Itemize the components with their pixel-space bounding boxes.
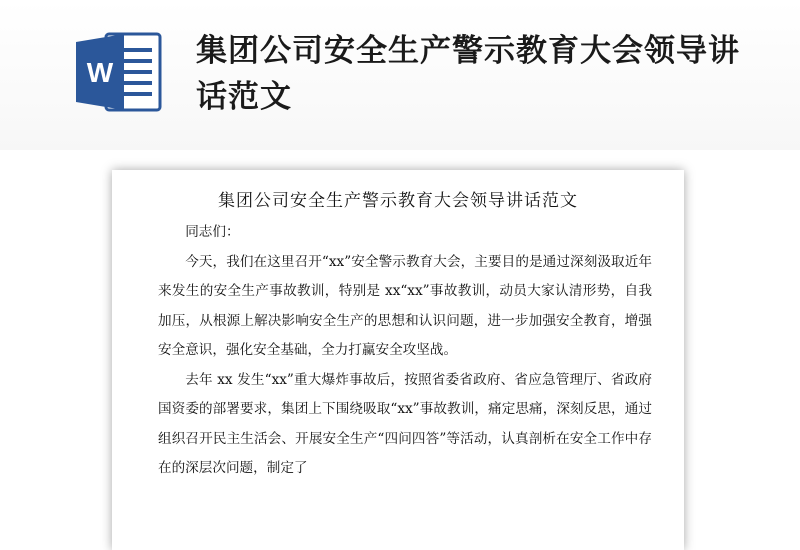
svg-text:W: W bbox=[86, 57, 114, 88]
header-banner bbox=[0, 0, 800, 150]
document-greeting: 同志们： bbox=[185, 224, 240, 240]
document-paragraph: 今天，我们在这里召开“xx”安全警示教育大会，主要目的是通过深刻汲取近年来发生的安全生产事故教训，特别是 xx“xx”事故教训，动员大家认清形势，自我加压，从根源上解决影响安全生产的思想和认识问题，进一步加强安全教育，增强安全意识，强化安全基础，全力打赢安全攻坚战。 bbox=[158, 253, 652, 358]
document-paragraph: 去年 xx 发生“xx”重大爆炸事故后，按照省委省政府、省应急管理厅、省政府国资委的部署要求，集团上下围绕吸取“xx”事故教训，痛定思痛，深刻反思，通过组织召开民主生活会、开展安全生产“四问四答”等活动，认真剖析在安全工作中存在的深层次问题，制定了 bbox=[158, 371, 652, 476]
document-preview-page bbox=[112, 170, 684, 550]
document-title: 集团公司安全生产警示教育大会领导讲话范文 bbox=[218, 191, 578, 211]
word-icon bbox=[76, 32, 162, 112]
document-body bbox=[158, 218, 652, 484]
page-title: 集团公司安全生产警示教育大会领导讲话范文 bbox=[196, 33, 740, 115]
